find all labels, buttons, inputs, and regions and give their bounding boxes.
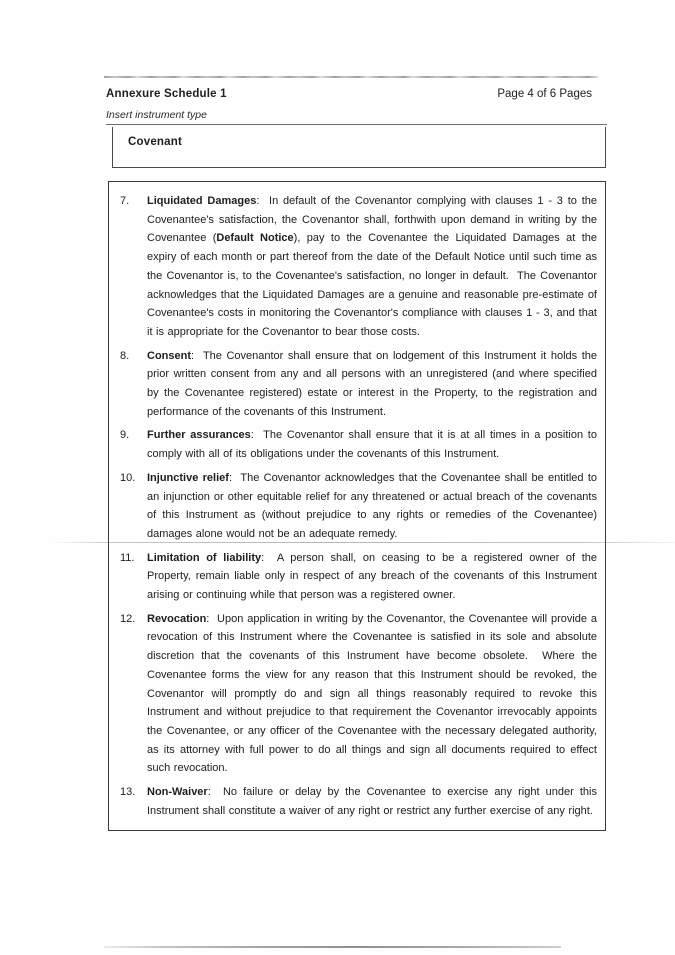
clause-title: Consent (147, 349, 191, 362)
clause-item (120, 469, 597, 544)
clause-title: Limitation of liability (147, 551, 262, 564)
clause-item (120, 549, 597, 605)
clause-text: : The Covenantor shall ensure that it is at all times in a position to comply with all of its obligations under the covenants of this Instrument. (147, 429, 597, 461)
clause-item (120, 610, 597, 778)
clause-body (147, 192, 597, 342)
clause-item (120, 192, 597, 342)
clause-title: Liquidated Damages (147, 195, 257, 207)
clause-number: 7. (120, 195, 130, 207)
instrument-type-label: Insert instrument type (106, 109, 607, 125)
clause-number: 11. (120, 551, 135, 564)
clause-text: ), pay to the Covenantee the Liquidated Damages at the expiry of each month or part thereof from the date of the Default Notice until such time as the Covenantor is, to the Covenantee's satisfaction, no longer in default. The Covenantor acknowledges that the Liquidated Damages are a genuine and reasonable pre-estimate of Covenantee's costs in monitoring the Covenantor's compliance with clauses 1 - 3, and that it is appropriate for the Covenantor to bear those costs. (147, 232, 597, 338)
clause-text: : The Covenantor acknowledges that the Covenantee shall be entitled to an injunction or other equitable relief for any threatened or actual breach of the covenants of this Instrument as (without prejudice to any rights or remedies of the Covenantee) damages alone would not be an adequate remedy. (147, 471, 597, 540)
clause-title: Revocation (147, 612, 207, 625)
clause-title: Injunctive relief (147, 471, 229, 484)
top-scan-rule (104, 76, 598, 78)
clause-body (147, 549, 597, 605)
clause-item (120, 426, 597, 463)
clause-item (120, 347, 597, 422)
clause-body (147, 610, 597, 778)
page-title: Annexure Schedule 1 (106, 88, 227, 100)
clause-number: 8. (120, 349, 130, 362)
clause-title: Non-Waiver (147, 786, 208, 799)
clause-title: Default Notice (216, 232, 294, 245)
clause-number: 13. (120, 786, 136, 799)
clause-text: : Upon application in writing by the Covenantor, the Covenantee will provide a revocation of this Instrument where the Covenantee is satisfied in its sole and absolute discretion that the covenants of this Instrument have become obsolete. Where the Covenantee forms the view for any reason that this Instrument should be revoked, the Covenantor will promptly do and sign all things reasonably required to revoke this Instrument and without prejudice to that requirement the Covenantor irrevocably appoints the Covenantee, or any officer of the Covenantee with the necessary delegated authority, as its attorney with full power to do all things and sign all documents required to effect such revocation. (147, 612, 597, 775)
clause-text: : A person shall, on ceasing to be a registered owner of the Property, remain liable only in respect of any breach of the covenants of this Instrument arising or continuing while that person was a registered owner. (147, 551, 597, 602)
clause-body (147, 347, 597, 422)
clauses-panel (108, 181, 606, 831)
instrument-type-box (112, 127, 606, 168)
clause-body (147, 783, 597, 820)
page-indicator: Page 4 of 6 Pages (497, 88, 592, 100)
clause-title: Further assurances (147, 429, 251, 442)
clause-item (120, 783, 597, 820)
clause-body (147, 469, 597, 544)
clause-number: 12. (120, 612, 136, 625)
clause-number: 9. (120, 429, 130, 442)
clause-text: : The Covenantor shall ensure that on lodgement of this Instrument it holds the prior written consent from any and all persons with an unregistered (and where specified by the Covenantee registered) estate or interest in the Property, to the registration and performance of the covenants of this Instrument. (147, 349, 597, 418)
instrument-type-value: Covenant (128, 136, 182, 148)
clause-number: 10. (120, 471, 136, 484)
bottom-scan-rule (104, 946, 561, 948)
clause-body (147, 426, 597, 463)
document-header (106, 88, 592, 100)
clause-text: : No failure or delay by the Covenantee to exercise any right under this Instrument shall constitute a waiver of any right or restrict any further exercise of any right. (147, 786, 597, 817)
clause-text: : In default of the Covenantor complying with clauses 1 - 3 to the Covenantee's satisfaction, the Covenantor shall, forthwith upon demand in writing by the Covenantee ( (147, 195, 598, 245)
